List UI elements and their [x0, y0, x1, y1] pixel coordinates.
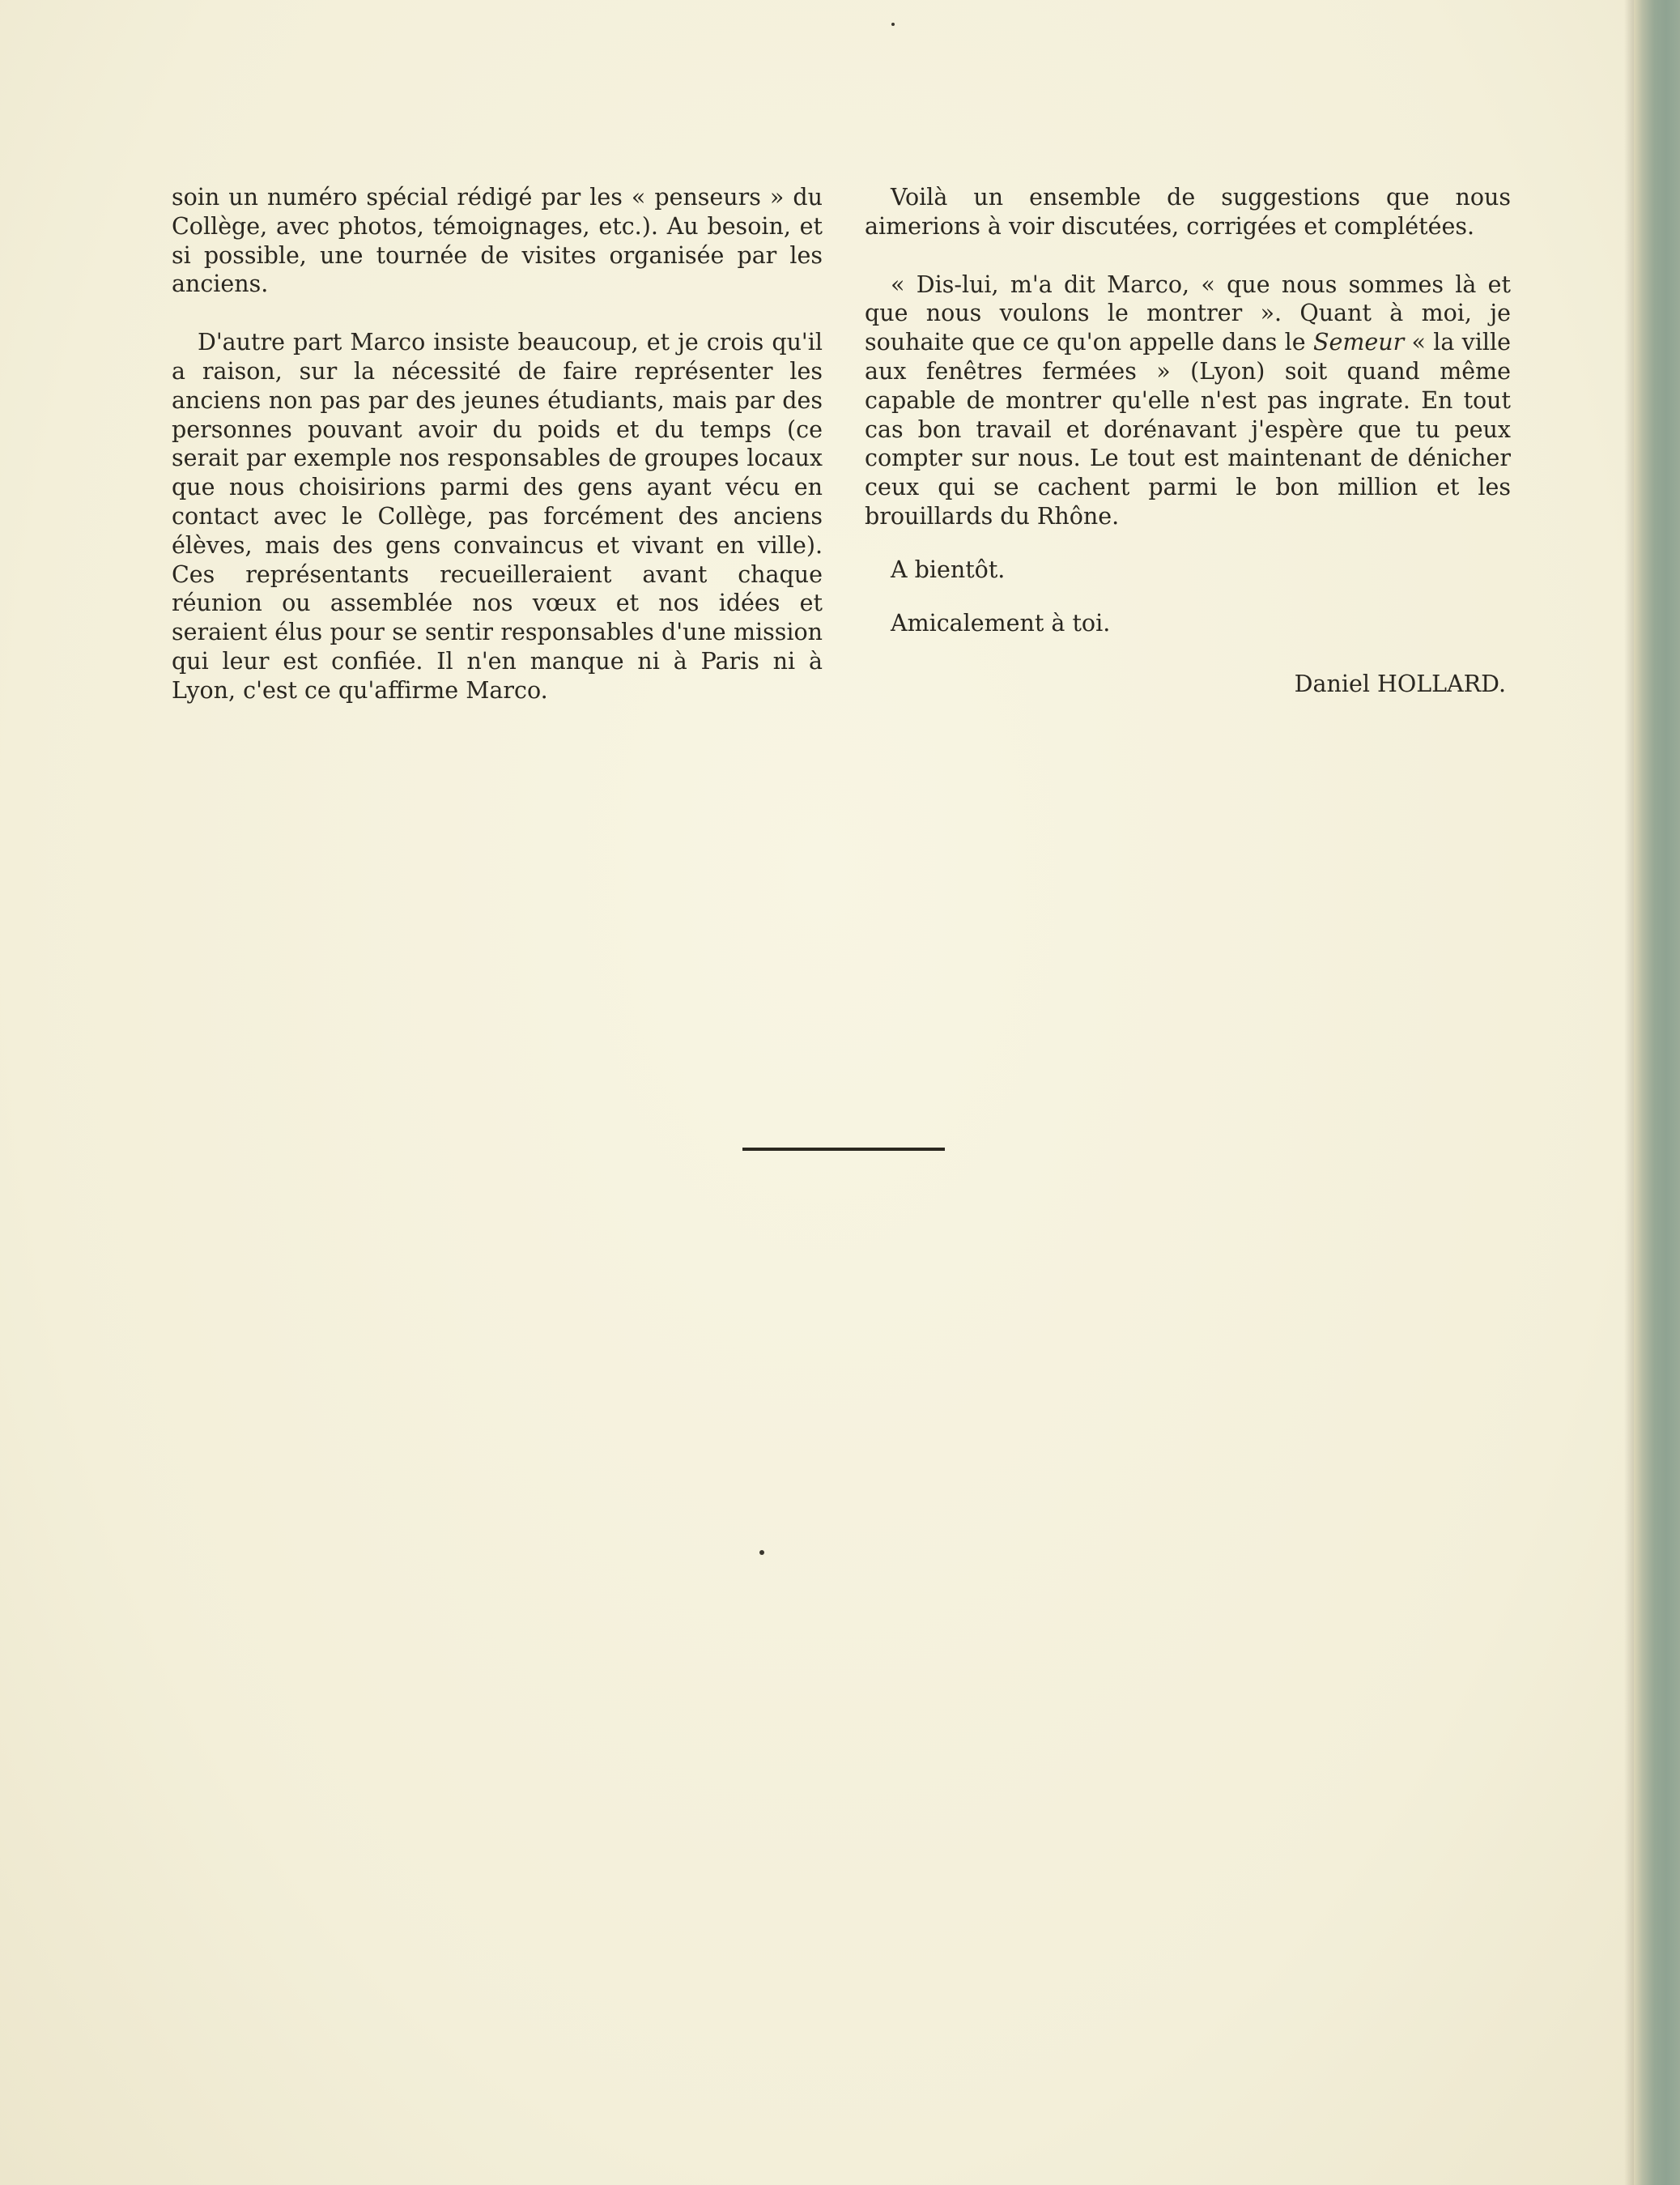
page-edge-binding [1634, 0, 1680, 2185]
left-paragraph-2: D'autre part Marco insiste beaucoup, et je crois qu'il a raison, sur la nécessité de faire représenter les anciens non pas par des jeunes étudiants, mais par des personnes pouvant avoir du poids et du temps (ce serait par exemple nos responsables de groupes locaux que nous choisirions parmi des gens ayant vécu en contact avec le Collège, pas forcément des anciens élèves, mais des gens convaincus et vivant en ville). Ces représentants recueilleraient avant chaque réunion ou assemblée nos vœux et nos idées et seraient élus pour se sentir responsables d'une mission qui leur est confiée. Il n'en manque ni à Paris ni à Lyon, c'est ce qu'affirme Marco. [172, 329, 823, 704]
section-divider-rule [742, 1148, 945, 1151]
right-paragraph-2 [865, 270, 1511, 531]
closing-a-bientot: A bientôt. [891, 556, 1006, 583]
left-text-column [172, 183, 823, 705]
paragraph-text-part: « Dis-lui, m'a dit Marco, « que nous sommes là et que nous voulons le montrer ». Quant à moi, je souhaite que ce qu'on appelle dans le [865, 270, 1511, 356]
closing-amicalement: Amicalement à toi. [891, 609, 1111, 637]
right-paragraph-1: Voilà un ensemble de suggestions que nous aimerions à voir discutées, corrigées et complétées. [865, 184, 1511, 240]
signature: Daniel HOLLARD. [1294, 671, 1506, 698]
left-paragraph-1: soin un numéro spécial rédigé par les « penseurs » du Collège, avec photos, témoignages, etc.). Au besoin, et si possible, une tournée de visites organisée par les anciens. [172, 184, 823, 298]
paragraph-text-part: « la ville aux fenêtres fermées » (Lyon) soit quand même capable de montrer qu'elle n'est pas ingrate. En tout cas bon travail et dorénavant j'espère que tu peux compter sur nous. Le tout est maintenant de dénicher ceux qui se cachent parmi le bon million et les brouillards du Rhône. [865, 329, 1511, 530]
ink-speck [759, 1550, 764, 1555]
right-text-column [865, 183, 1511, 699]
ink-speck [891, 23, 895, 26]
journal-title-semeur: Semeur [1312, 329, 1405, 356]
